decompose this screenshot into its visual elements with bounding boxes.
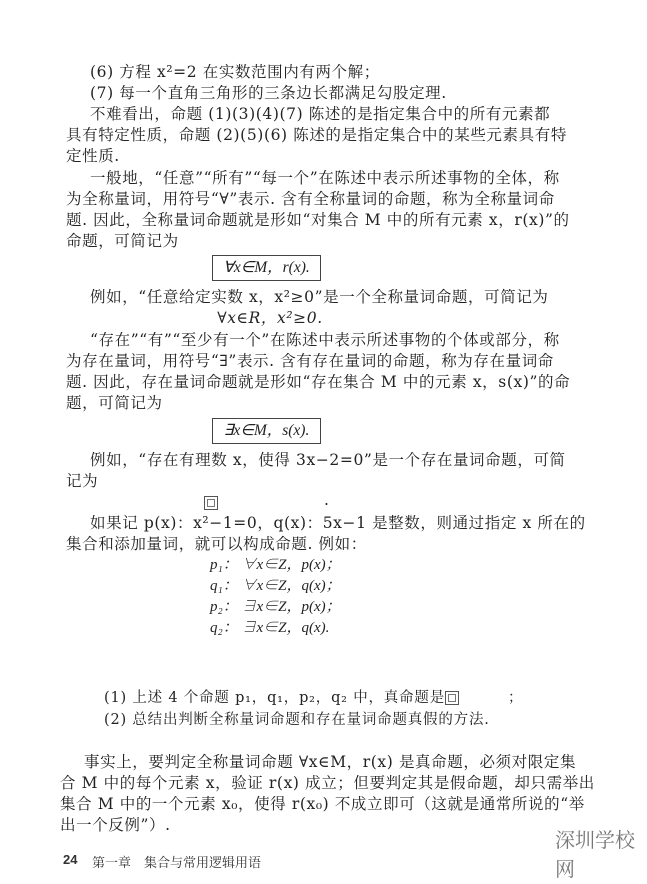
text-line: 集合 M 中的一个元素 x₀，使得 r(x₀) 不成立即可（这就是通常所说的“举 <box>60 795 585 813</box>
text-line: 出一个反例”）. <box>60 816 171 834</box>
text-line: 题. 因此，全称量词命题就是形如“对集合 M 中的所有元素 x，r(x)”的 <box>66 211 570 229</box>
text-line: 题，可简记为 <box>66 394 163 412</box>
question-1 <box>104 688 459 708</box>
text-line: 集合和添加量词，就可以构成命题. 例如： <box>66 535 367 553</box>
text-line: 记为 <box>66 472 99 490</box>
text-line: ； <box>508 690 524 706</box>
question-2: (2) 总结出判断全称量词命题和存在量词命题真假的方法. <box>104 712 490 728</box>
text-line: 为全称量词，用符号“∀”表示. 含有全称量词的命题，称为全称量词命 <box>66 190 555 208</box>
existential-formula-box: ∃x∈M，s(x). <box>212 418 321 444</box>
question-1-text: (1) 上述 4 个命题 p₁，q₁，p₂，q₂ 中，真命题是 <box>104 690 445 706</box>
page-number: 24 <box>63 852 78 867</box>
text-line: (7) 每一个直角三角形的三条边长都满足勾股定理. <box>90 84 447 102</box>
proposition-q2: q₂： ∃x∈Z，q(x). <box>210 620 330 636</box>
text-line: (6) 方程 x²=2 在实数范围内有两个解； <box>90 63 380 81</box>
text-line: 一般地，“任意”“所有”“每一个”在陈述中表示所述事物的全体，称 <box>90 169 560 187</box>
text-line: “存在”“有”“至少有一个”在陈述中表示所述事物的个体或部分，称 <box>90 331 560 349</box>
broken-image-icon <box>204 492 218 512</box>
text-line: . <box>324 491 330 509</box>
text-line: 具有特定性质，命题 (2)(5)(6) 陈述的是指定集合中的某些元素具有特 <box>66 126 567 144</box>
text-line: 不难看出，命题 (1)(3)(4)(7) 陈述的是指定集合中的所有元素都 <box>90 105 551 123</box>
proposition-p1: p₁： ∀x∈Z，p(x)； <box>210 557 341 573</box>
watermark: 深圳学校网 <box>552 822 647 884</box>
text-line: 事实上，要判定全称量词命题 ∀x∈M，r(x) 是真命题，必须对限定集 <box>84 753 577 771</box>
chapter-title: 第一章 集合与常用逻辑用语 <box>92 856 262 871</box>
text-line: 例如，“存在有理数 x，使得 3x−2=0”是一个存在量词命题，可简 <box>90 451 566 469</box>
text-line: 定性质. <box>66 147 120 165</box>
proposition-q1: q₁： ∀x∈Z，q(x)； <box>210 578 341 594</box>
text-line: 为存在量词，用符号“∃”表示. 含有存在量词的命题，称为存在量词命 <box>66 352 554 370</box>
text-line: 合 M 中的每个元素 x，验证 r(x) 成立；但要判定其是假命题，却只需举出 <box>60 774 595 792</box>
broken-image-icon <box>445 691 459 705</box>
text-line: 命题，可简记为 <box>66 232 179 250</box>
proposition-p2: p₂： ∃x∈Z，p(x)； <box>210 599 341 615</box>
text-line: 例如，“任意给定实数 x，x²≥0”是一个全称量词命题，可简记为 <box>90 288 549 306</box>
text-line: 如果记 p(x)：x²−1=0，q(x)：5x−1 是整数，则通过指定 x 所在的 <box>90 514 586 532</box>
formula-line: ∀x∈R，x²≥0. <box>217 309 323 327</box>
text-line: 题. 因此，存在量词命题就是形如“存在集合 M 中的元素 x，s(x)”的命 <box>66 373 571 391</box>
universal-formula-box: ∀x∈M，r(x). <box>212 255 321 281</box>
